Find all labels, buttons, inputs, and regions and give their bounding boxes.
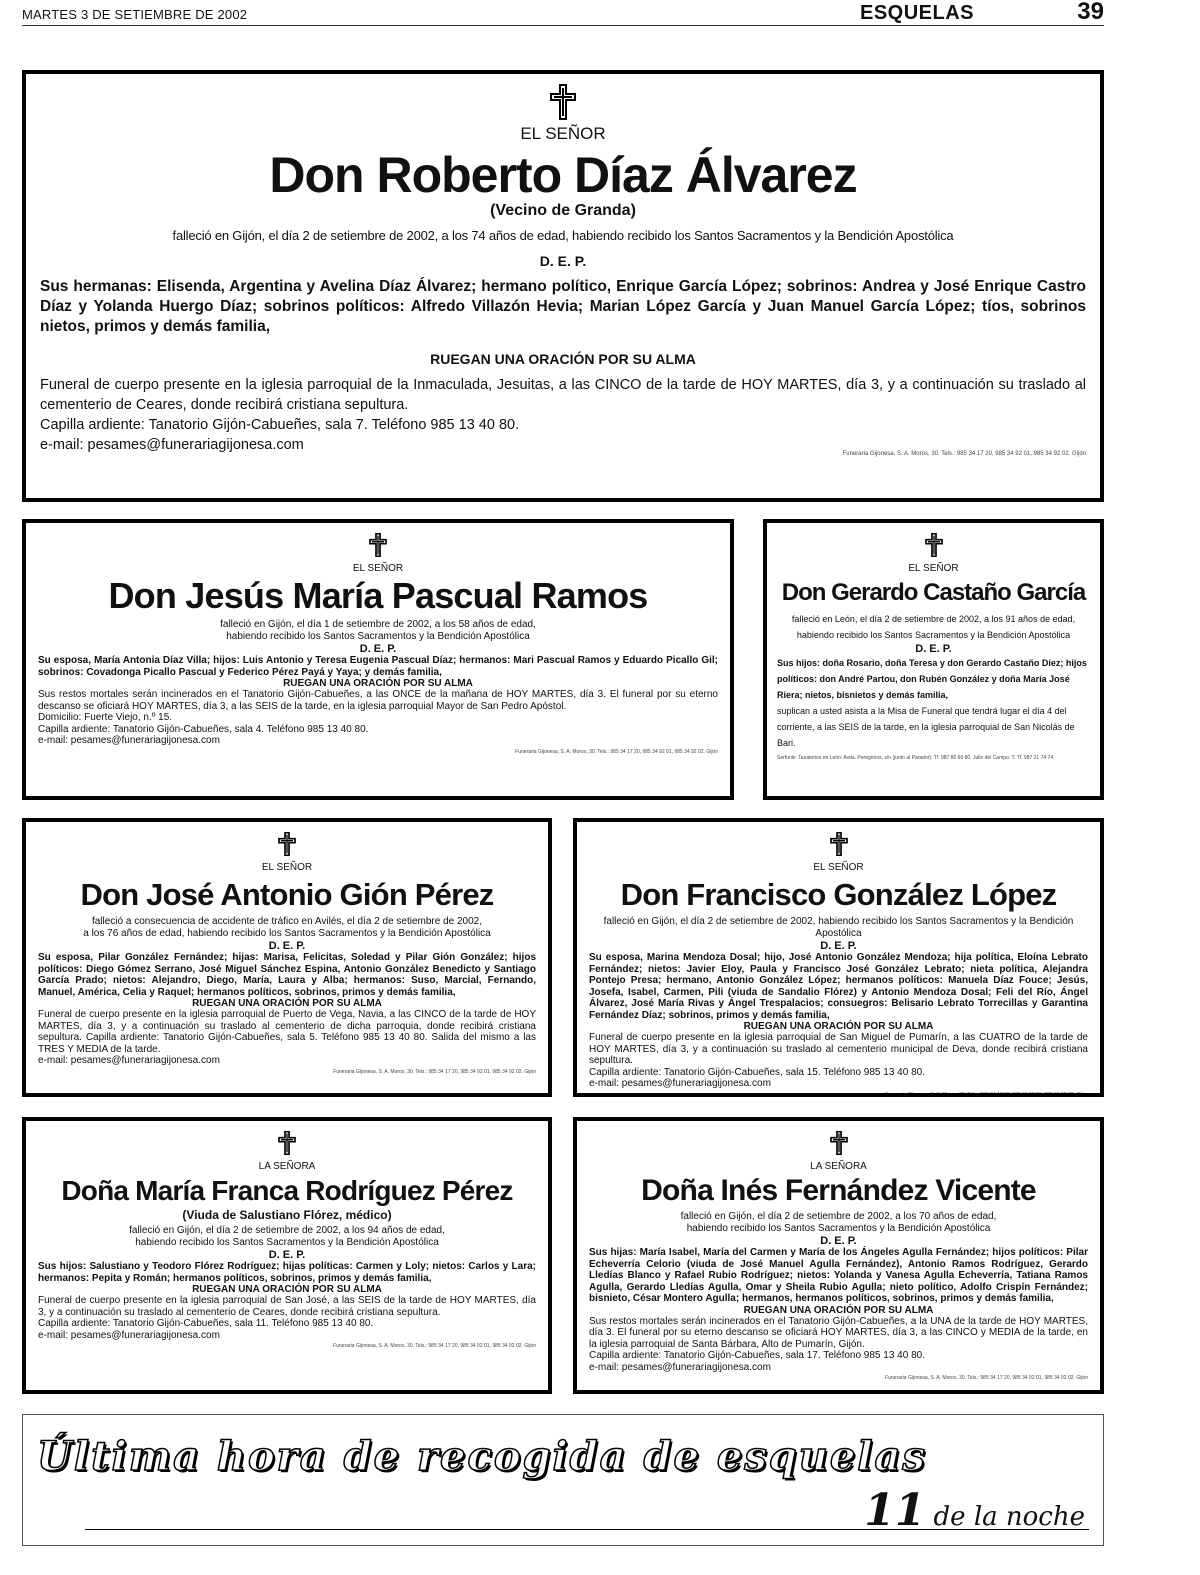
deadline-hour-text: de la noche: [933, 1502, 1085, 1532]
domicile-info: Domicilio: Fuerte Viejo, n.º 15.: [38, 712, 173, 723]
funeral-home-credit: Funeraria Gijonesa, S. A. Moros, 30. Tels.: 985 34 17 20, 985 34 92 01, 985 34 92 02. Gijón: [333, 1343, 536, 1349]
obituary-title: EL SEÑOR: [261, 862, 313, 873]
funeral-home-credit: Serfunle. Tanatorios en León: Avda. Peregrinos, s/n (junto al Parador). Tf. 987 80 60 80. Julio del Campo. T. Tf. 987 21 74 74: [777, 755, 1054, 761]
email-info: e-mail: pesames@funerariagijonesa.com: [40, 437, 304, 453]
obituary-jose: [22, 818, 552, 1097]
death-statement-line2: habiendo recibido los Santos Sacramentos y la Bendición Apostólica: [135, 1237, 439, 1248]
obituary-title: LA SEÑORA: [258, 1161, 316, 1172]
deceased-name: Don Gerardo Castaño García: [781, 579, 1086, 606]
dep-label: D. E. P.: [820, 1235, 857, 1247]
cross-icon: [278, 832, 296, 856]
family-list: Sus hijos: Salustiano y Teodoro Flórez Rodríguez; hijas políticas: Carmen y Loly; nietos: Carlos y Lara; hermanos: Pepita y Román; hermanos políticos, sobrinos, primos y demás familia,: [38, 1261, 536, 1284]
chapel-info: Capilla ardiente: Tanatorio Gijón-Cabueñes, sala 17. Teléfono 985 13 40 80.: [589, 1350, 925, 1361]
header-date: MARTES 3 DE SETIEMBRE DE 2002: [22, 7, 248, 22]
family-list: Sus hijos: doña Rosario, doña Teresa y don Gerardo Castaño Díez; hijos políticos: don André Partou, don Rubén González y doña María José Riera; nietos, bisnietos y demás familia,: [777, 658, 1087, 700]
funeral-home-credit: Funeraria Gijonesa, S. A. Moros, 30. Tels.: 985 34 17 20, 985 34 92 01, 985 34 92 02. Gijón: [333, 1068, 536, 1075]
deceased-name: Don Francisco González López: [620, 877, 1057, 912]
header-section: ESQUELAS: [860, 2, 975, 24]
chapel-info: Capilla ardiente: Tanatorio Gijón-Cabueñes, sala 11. Teléfono 985 13 40 80.: [38, 1318, 374, 1329]
cross-icon: [369, 533, 387, 557]
prayer-request: RUEGAN UNA ORACIÓN POR SU ALMA: [192, 1284, 382, 1295]
family-list: Su esposa, Marina Mendoza Dosal; hijo, José Antonio González Mendoza; hija política, Eloína Lebrato Fernández; nietos: Javier Eloy, Paula y Francisco José González Lebrato; nieta política, Alejandra Pontejo Presa; hermano, Antonio González López; hermanos políticos: Manuela Díaz Fouce; Jesús, Josefa, Isabel, Carmen, Pili (viuda de Sandalio Flórez) y Antonio Mendoza Dosal; Feli del Río, Ángel Álvarez, José María Rivas y Ángel Trespalacios; consuegros: Belisario Lebrato Torrecillas y Garantina Fernández Díaz; sobrinos, primos y demás familia,: [589, 952, 1088, 1021]
death-statement-line1: falleció en Gijón, el día 1 de setiembre de 2002, a los 58 años de edad,: [220, 619, 536, 630]
family-list: Su esposa, Pilar González Fernández; hijas: Marisa, Felicitas, Soledad y Pilar Gión González; hijos políticos: Diego Gómez Serrano, José Miguel Sánchez Espina, Antonio González Benedicto y Santiago García Prado; nietos: Alejandro, Diego, María, Laura y Alba; hermanos: Suso, Marcial, Fernando, Manuel, América, Celia y Raquel; hermanos políticos, sobrinos, primos y demás familia,: [38, 952, 536, 998]
prayer-request: RUEGAN UNA ORACIÓN POR SU ALMA: [743, 1021, 934, 1032]
obituary-subtitle: (Viuda de Salustiano Flórez, médico): [182, 1208, 392, 1222]
email-info: e-mail: pesames@funerariagijonesa.com: [38, 1055, 220, 1066]
death-statement-line2: habiendo recibido los Santos Sacramentos y la Bendición Apostólica: [226, 631, 530, 642]
death-statement-line1: falleció a consecuencia de accidente de tráfico en Avilés, el día 2 de setiembre de 2002,: [91, 916, 483, 927]
dep-label: D. E. P.: [268, 1249, 306, 1261]
funeral-info: Funeral de cuerpo presente en la iglesia parroquial de Puerto de Vega, Navia, a las CINCO de la tarde de HOY MARTES, día 3, y a continuación su traslado al cementerio de dicha parroquia, donde recibirá cristiana sepultura. Capilla ardiente: Tanatorio Gijón-Cabueñes, sala 5. Teléfono 985 13 40 80. Salida del mismo a las TRES Y MEDIA de la tarde.: [38, 1009, 536, 1055]
chapel-info: Capilla ardiente: Tanatorio Gijón-Cabueñes, sala 4. Teléfono 985 13 40 80.: [38, 723, 369, 735]
dep-label: D. E. P.: [539, 253, 587, 269]
funeral-info: suplican a usted asista a la Misa de Funeral que tendrá lugar el día 4 del corriente, a las SEIS de la tarde, en la iglesia parroquial de San Nicolás de Bari.: [777, 706, 1075, 748]
funeral-info: Sus restos mortales serán incinerados en el Tanatorio Gijón-Cabueñes, a las ONCE de la mañana de HOY MARTES, día 3. El funeral por su eterno descanso se oficiará HOY MARTES, día 3, a las SEIS de la tarde, en la iglesia parroquial Mayor de San Pedro Apóstol.: [38, 689, 718, 712]
cross-icon: [550, 84, 576, 120]
dep-label: D. E. P.: [268, 940, 306, 952]
family-list: Sus hijas: María Isabel, María del Carmen y María de los Ángeles Agulla Fernández; hijos políticos: Pilar Echeverría Celorio (viuda de José Manuel Agulla Fernández), Antonio Ramos Rodríguez, Gerardo Lledías Blanco y Rafael Rubio Rodríguez; nietos: Yolanda y Vanesa Agulla Echeverría, Tatiana Ramos Agulla, Gerardo Lledías Agulla, Omar y Sheila Rubio Agulla; nieto político, Adolfo Crispín Fernández; bisnieto, César Montero Agulla; hermanos, hermanos políticos, sobrinos, primos y demás familia,: [589, 1247, 1088, 1304]
header-page-number: 39: [1077, 0, 1104, 25]
cross-icon: [278, 1131, 296, 1155]
email-info: e-mail: pesames@funerariagijonesa.com: [589, 1078, 771, 1089]
obituary-title: EL SEÑOR: [352, 563, 404, 574]
obituary-roberto: [22, 70, 1104, 502]
dep-label: D. E. P.: [359, 643, 397, 655]
email-info: e-mail: pesames@funerariagijonesa.com: [38, 1329, 220, 1341]
obituary-jesus: [22, 519, 734, 800]
email-info: e-mail: pesames@funerariagijonesa.com: [38, 735, 220, 746]
deadline-headline: Última hora de recogida de esquelas: [37, 1433, 927, 1480]
funeral-info: Sus restos mortales serán incinerados en el Tanatorio Gijón-Cabueñes, a la UNA de la tarde de HOY MARTES, día 3. El funeral por su eterno descanso se oficiará HOY MARTES, día 3, a las CINCO y MEDIA de la tarde, en la iglesia parroquial de Santa Bárbara, Alto de Pumarín, Gijón.: [589, 1315, 1088, 1350]
death-statement-line1: falleció en Gijón, el día 2 de setiembre de 2002, a los 70 años de edad,: [680, 1211, 997, 1222]
death-statement-line2: habiendo recibido los Santos Sacramentos y la Bendición Apostólica: [686, 1223, 991, 1234]
page-header: [22, 0, 1104, 26]
obituary-maria: [22, 1117, 552, 1394]
prayer-request: RUEGAN UNA ORACIÓN POR SU ALMA: [283, 678, 473, 689]
deceased-name: Doña María Franca Rodríguez Pérez: [61, 1175, 513, 1206]
obituary-francisco: [573, 818, 1104, 1097]
obituary-title: EL SEÑOR: [908, 563, 959, 574]
death-statement-line1: falleció en León, el día 2 de setiembre de 2002, a los 91 años de edad,: [791, 614, 1076, 624]
prayer-request: RUEGAN UNA ORACIÓN POR SU ALMA: [192, 998, 382, 1009]
dep-label: D. E. P.: [915, 643, 952, 655]
deadline-rule: [85, 1529, 1089, 1530]
funeral-home-credit: Funeraria Gijonesa, S. A. Moros, 30. Tels.: 985 34 17 20, 985 34 92 01, 985 34 92 02. Gijón: [885, 1375, 1088, 1381]
obituary-gerardo: [763, 519, 1104, 800]
deceased-name: Don José Antonio Gión Pérez: [80, 877, 494, 912]
deceased-name: Don Jesús María Pascual Ramos: [108, 575, 648, 616]
death-statement: falleció en Gijón, el día 2 de setiembre de 2002, habiendo recibido los Santos Sacramentos y la Bendición Apostólica: [603, 916, 1074, 939]
obituary-subtitle: (Vecino de Granda): [490, 202, 636, 219]
email-info: e-mail: pesames@funerariagijonesa.com: [589, 1361, 771, 1373]
death-statement-line2: a los 76 años de edad, habiendo recibido los Santos Sacramentos y la Bendición Apostólica: [83, 928, 491, 939]
obituary-title: LA SEÑORA: [810, 1161, 867, 1172]
family-list: Sus hermanas: Elisenda, Argentina y Avelina Díaz Álvarez; hermano político, Enrique García López; sobrinos: Andrea y José Enrique Castro Díaz y Yolanda Huergo Díaz; sobrinos políticos: Alfredo Villazón Hevia; Marian López García y Juan Manuel García López; tíos, sobrinos nietos, primos y demás familia,: [40, 278, 1086, 335]
deadline-hour-number: 11: [864, 1485, 926, 1536]
obituary-ines: [573, 1117, 1104, 1394]
funeral-home-credit: Funeraria Gijonesa, S. A. Moros, 30. Tels.: 985 34 17 20, 985 34 92 01, 985 34 92 02. Gijón: [885, 1091, 1088, 1097]
funeral-info: Funeral de cuerpo presente en la iglesia parroquial de San José, a las SEIS de la tarde de HOY MARTES, día 3, y a continuación su traslado al cementerio de Ceares, donde recibirá cristiana sepultura.: [38, 1295, 536, 1318]
cross-icon: [830, 1131, 848, 1155]
chapel-info: Capilla ardiente: Tanatorio Gijón-Cabueñes, sala 15. Teléfono 985 13 40 80.: [589, 1066, 925, 1078]
deceased-name: Don Roberto Díaz Álvarez: [269, 147, 857, 203]
cross-icon: [925, 533, 943, 557]
funeral-info: Funeral de cuerpo presente en la iglesia parroquial de la Inmaculada, Jesuitas, a las CINCO de la tarde de HOY MARTES, día 3, y a continuación su traslado al cementerio de Ceares, donde recibirá cristiana sepultura.: [40, 377, 1086, 413]
prayer-request: RUEGAN UNA ORACIÓN POR SU ALMA: [743, 1304, 934, 1316]
obituary-title: EL SEÑOR: [520, 124, 606, 143]
death-statement-line2: habiendo recibido los Santos Sacramentos y la Bendición Apostólica: [796, 630, 1071, 640]
death-statement: falleció en Gijón, el día 2 de setiembre de 2002, a los 74 años de edad, habiendo recibido los Santos Sacramentos y la Bendición Apostólica: [172, 228, 954, 243]
funeral-home-credit: Funeraria Gijonesa, S. A. Moros, 30. Tels.: 985 34 17 20, 985 34 92 01, 985 34 92 02. Gijón: [515, 748, 718, 755]
deadline-banner: [22, 1414, 1104, 1546]
family-list: Su esposa, María Antonia Díaz Villa; hijos: Luis Antonio y Teresa Eugenia Pascual Díaz; hermanos: Mari Pascual Ramos y Eduardo Picallo Gil; sobrinos: Covadonga Picallo Pascual y Federico Pérez Payá y Yaya; y demás familia,: [38, 655, 718, 678]
chapel-info: Capilla ardiente: Tanatorio Gijón-Cabueñes, sala 7. Teléfono 985 13 40 80.: [40, 417, 520, 433]
prayer-request: RUEGAN UNA ORACIÓN POR SU ALMA: [430, 351, 696, 367]
deceased-name: Doña Inés Fernández Vicente: [641, 1174, 1036, 1207]
obituary-title: EL SEÑOR: [813, 862, 864, 873]
death-statement-line1: falleció en Gijón, el día 2 de setiembre de 2002, a los 94 años de edad,: [129, 1225, 445, 1236]
dep-label: D. E. P.: [820, 940, 857, 952]
funeral-info: Funeral de cuerpo presente en la iglesia parroquial de San Miguel de Pumarín, a las CUATRO de la tarde de HOY MARTES, día 3, y a continuación su traslado al cementerio municipal de Deva, donde recibirá cristiana sepultura.: [589, 1032, 1088, 1066]
cross-icon: [830, 832, 848, 856]
funeral-home-credit: Funeraria Gijonesa, S. A. Moros, 30. Tels.: 985 34 17 20, 985 34 92 01, 985 34 92 02. Gijón: [842, 451, 1086, 457]
